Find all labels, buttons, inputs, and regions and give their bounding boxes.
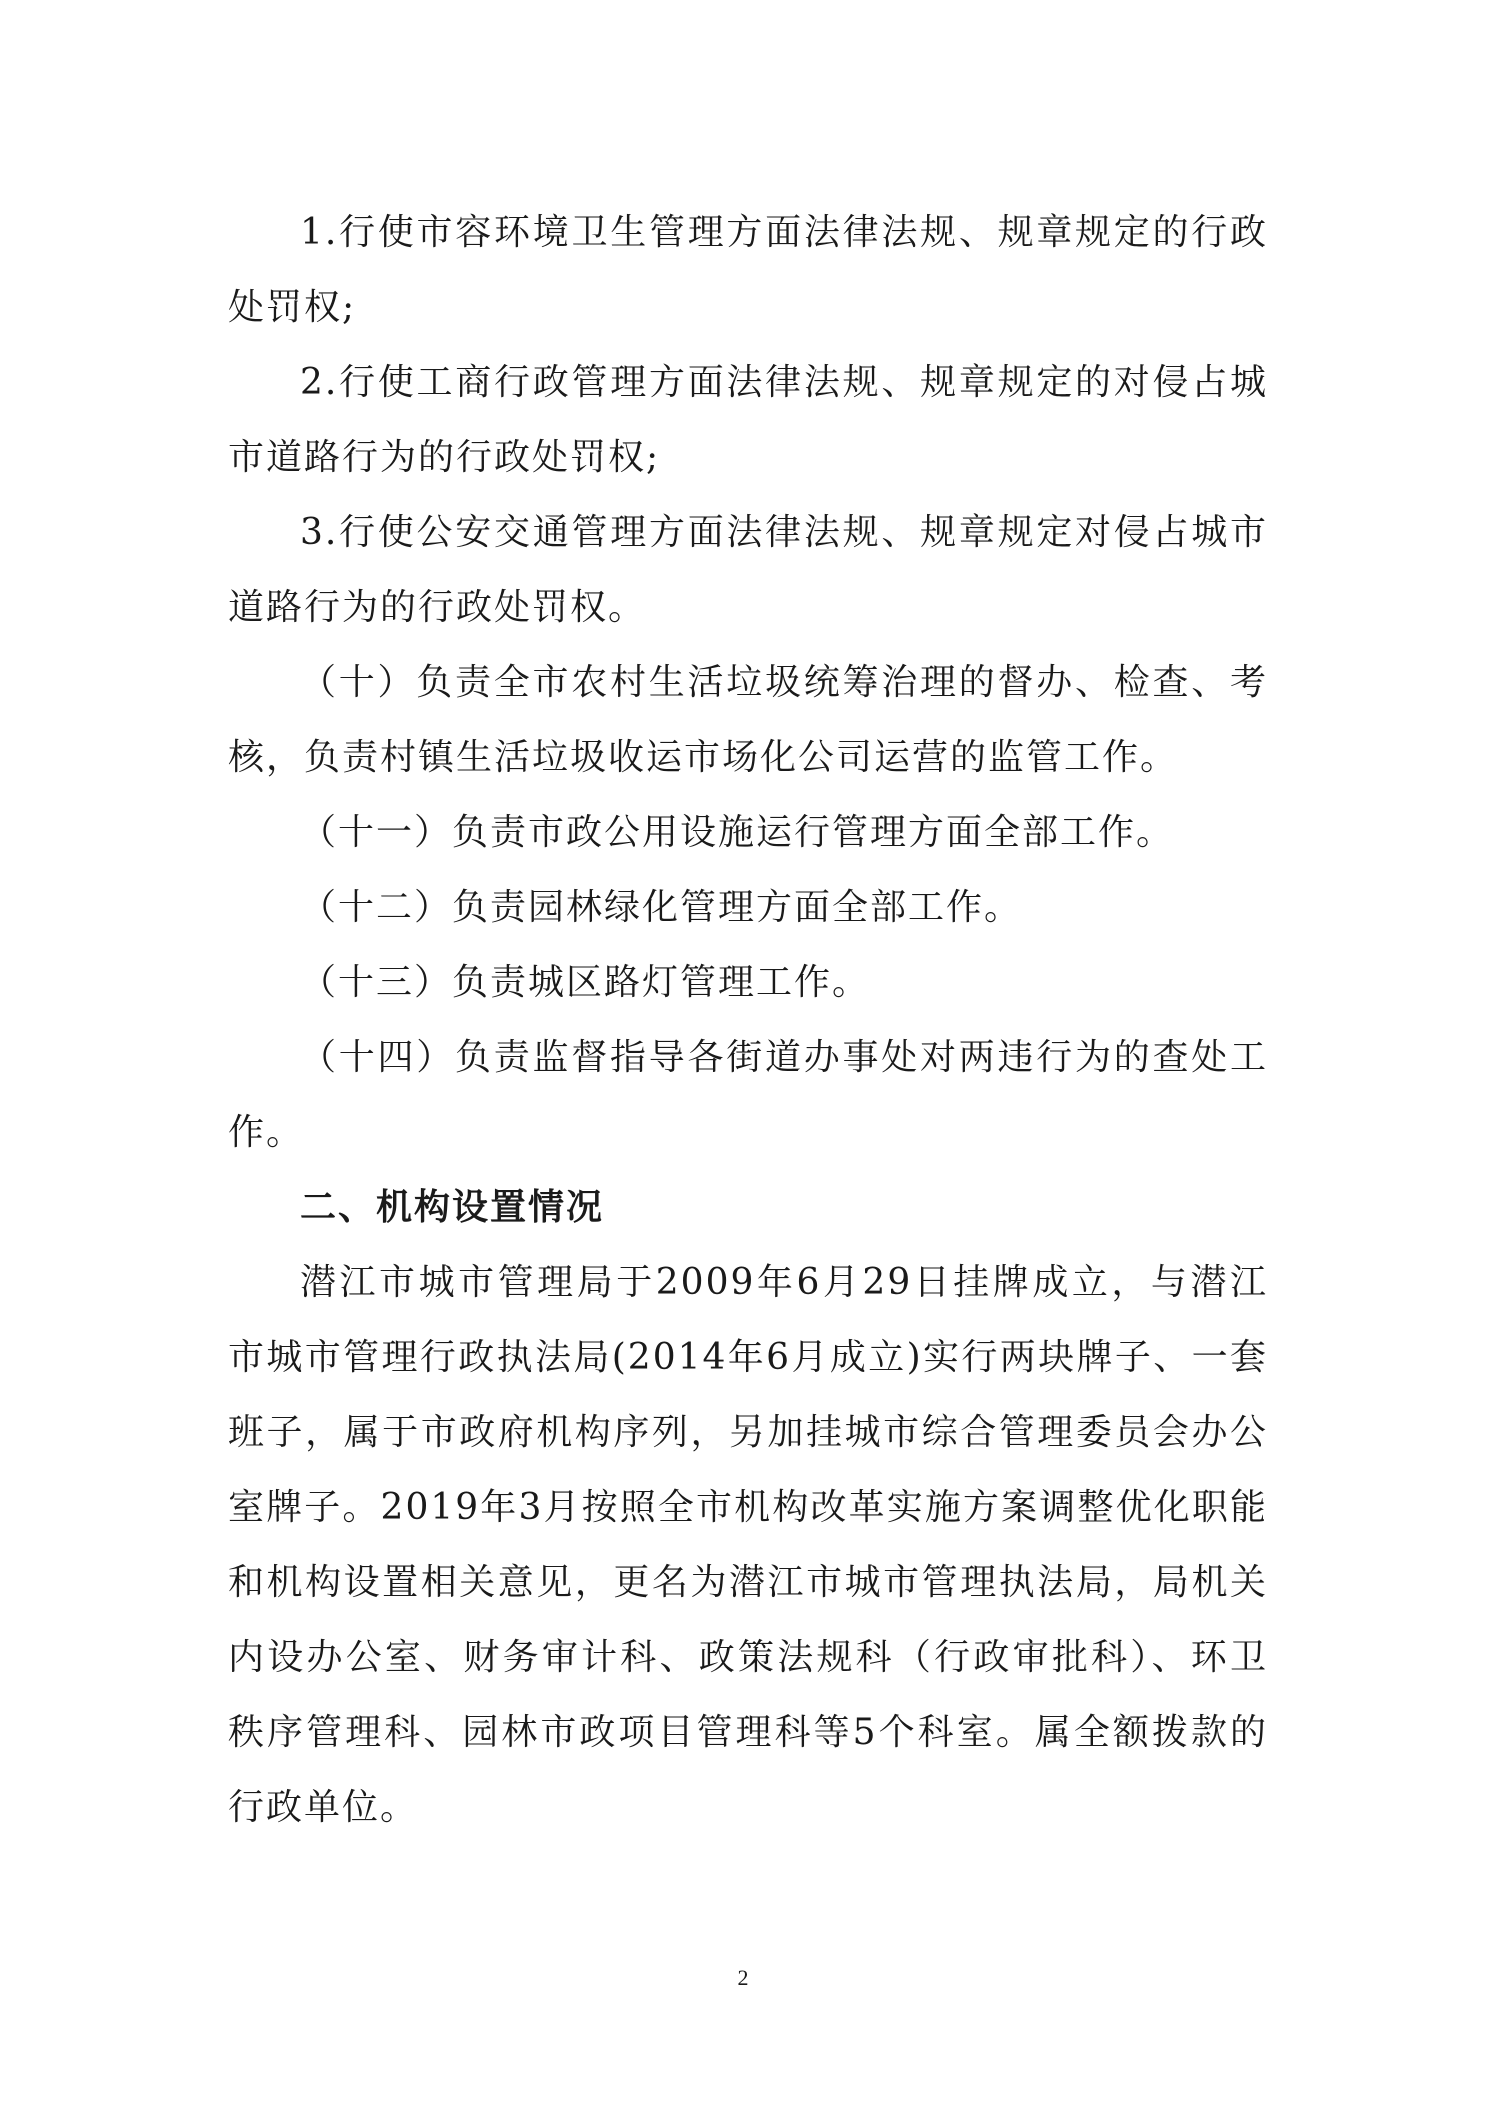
paragraph-item-13: （十三）负责城区路灯管理工作。 [300,962,871,1003]
paragraph-item-10: （十）负责全市农村生活垃圾统筹治理的督办、检查、考核，负责村镇生活垃圾收运市场化公司运营的监管工作。 [228,662,1268,778]
page-number: 2 [737,1965,749,1990]
paragraph-item-1: 1.行使市容环境卫生管理方面法律法规、规章规定的行政处罚权; [228,212,1268,328]
paragraph-item-2: 2.行使工商行政管理方面法律法规、规章规定的对侵占城市道路行为的行政处罚权; [228,362,1268,478]
paragraph-item-3: 3.行使公安交通管理方面法律法规、规章规定对侵占城市道路行为的行政处罚权。 [228,512,1268,628]
document-body [228,195,1268,1845]
paragraph-item-11: （十一）负责市政公用设施运行管理方面全部工作。 [300,812,1175,853]
paragraph-item-12: （十二）负责园林绿化管理方面全部工作。 [300,887,1023,928]
section-heading: 二、机构设置情况 [300,1187,605,1228]
paragraph-item-14: （十四）负责监督指导各街道办事处对两违行为的查处工作。 [228,1037,1268,1153]
section-body-paragraph: 潜江市城市管理局于2009年6月29日挂牌成立，与潜江市城市管理行政执法局(2014年6月成立)实行两块牌子、一套班子，属于市政府机构序列，另加挂城市综合管理委员会办公室牌子。2019年3月按照全市机构改革实施方案调整优化职能和机构设置相关意见，更名为潜江市城市管理执法局，局机关内设办公室、财务审计科、政策法规科（行政审批科）、环卫秩序管理科、园林市政项目管理科等5个科室。属全额拨款的行政单位。 [228,1262,1268,1828]
